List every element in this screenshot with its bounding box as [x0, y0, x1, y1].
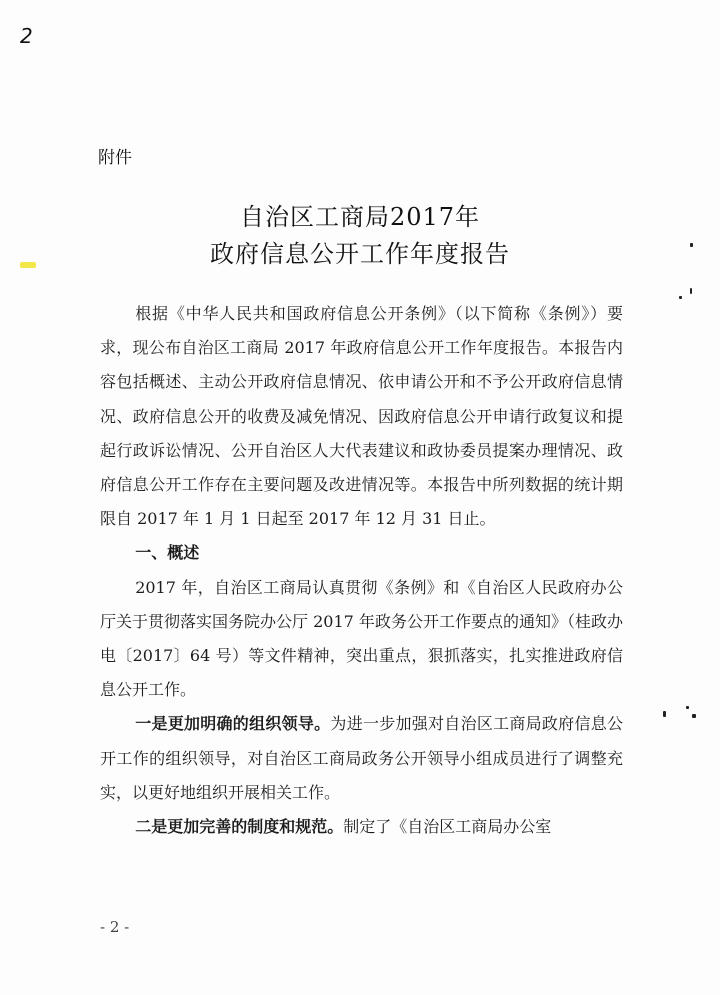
- handwritten-page-mark: 2: [20, 24, 33, 48]
- scan-speck: [692, 714, 696, 718]
- paragraph-text: 制定了《自治区工商局办公室: [343, 817, 552, 837]
- document-title-line-1: 自治区工商局2017年: [239, 203, 481, 231]
- paragraph-text: 为进一步加强对自治区工商局政府信息公开工作的组织领导，对自治区工商局政务公开领导小组成员进行了调整充实，以更好地组织开展相关工作。: [100, 714, 623, 802]
- scan-speck: [690, 288, 692, 294]
- paragraph-organization: [100, 707, 623, 810]
- paragraph-lead: 一是更加明确的组织领导。: [135, 714, 331, 734]
- paragraph-lead: 二是更加完善的制度和规范。: [135, 817, 344, 837]
- attachment-label: 附件: [98, 148, 132, 168]
- paragraph-intro: 根据《中华人民共和国政府信息公开条例》（以下简称《条例》）要求，现公布自治区工商局 2017 年政府信息公开工作年度报告。本报告内容包括概述、主动公开政府信息情况、依申请公开和不予公开政府信息情况、政府信息公开的收费及减免情况、因政府信息公开申请行政复议和提起行政诉讼情况、公开自治区人大代表建议和政协委员提案办理情况、政府信息公开工作存在主要问题及改进情况等。本报告中所列数据的统计期限自 2017 年 1 月 1 日起至 2017 年 12 月 31 日止。: [100, 304, 623, 529]
- paragraph-rules: [100, 810, 623, 844]
- scan-speck: [663, 711, 666, 717]
- scan-speck: [686, 706, 689, 709]
- scan-speck: [679, 296, 682, 299]
- document-body: [100, 297, 623, 844]
- paragraph-overview: 2017 年，自治区工商局认真贯彻《条例》和《自治区人民政府办公厅关于贯彻落实国务院办公厅 2017 年政务公开工作要点的通知》（桂政办电〔2017〕64 号）等文件精神，突出重点，狠抓落实，扎实推进政府信息公开工作。: [100, 577, 623, 700]
- document-title-line-2: 政府信息公开工作年度报告: [210, 240, 510, 268]
- scan-speck: [690, 243, 693, 247]
- section-heading-overview: 一、概述: [135, 543, 200, 563]
- page-number-footer: - 2 -: [100, 918, 130, 936]
